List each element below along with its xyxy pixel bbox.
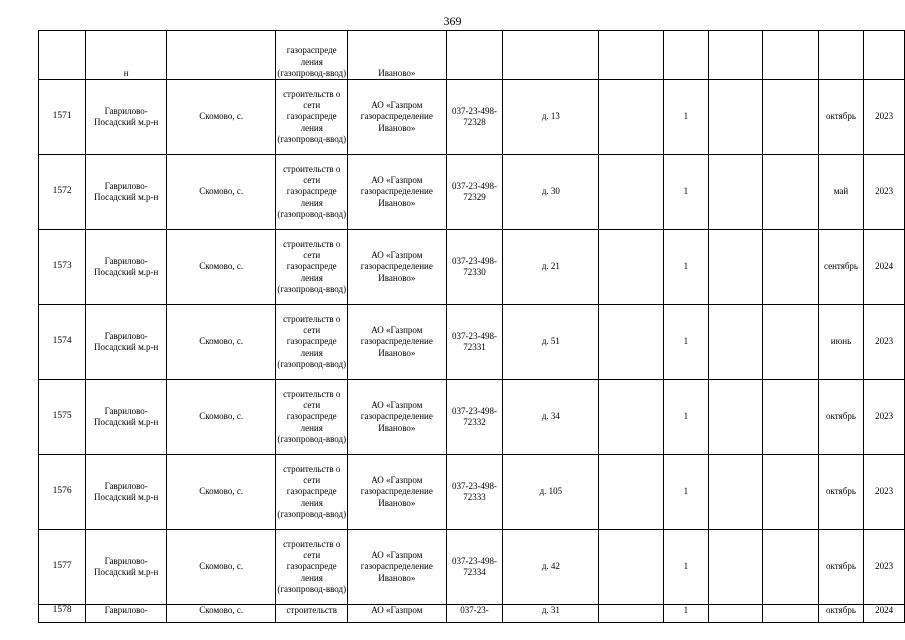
cell-year: 2023 — [864, 80, 905, 155]
cell-empty — [763, 605, 819, 623]
cell-work-type: строительств о сети газораспреде ления (газопровод-ввод) — [276, 380, 348, 455]
cell-district: Гаврилово- — [86, 605, 167, 623]
cell-empty — [599, 31, 664, 80]
cell-empty — [708, 230, 763, 305]
cell-house: д. 13 — [503, 80, 599, 155]
cell-house: д. 31 — [503, 605, 599, 623]
cell-month: июнь — [818, 305, 863, 380]
cell-no: 1577 — [39, 530, 86, 605]
cell-settlement: Скомово, с. — [167, 230, 276, 305]
cell-empty — [763, 455, 819, 530]
cell-year: 2023 — [864, 155, 905, 230]
cell-qty: 1 — [664, 605, 709, 623]
cell-month: октябрь — [818, 80, 863, 155]
cell-empty — [599, 80, 664, 155]
table-row — [39, 380, 905, 455]
registry-table — [38, 30, 905, 623]
cell-empty — [599, 380, 664, 455]
cell-house: д. 34 — [503, 380, 599, 455]
table-row-continued — [39, 31, 905, 80]
cell-qty — [664, 31, 709, 80]
cell-organization: АО «Газпром газораспределение Иваново» — [348, 305, 446, 380]
cell-settlement: Скомово, с. — [167, 380, 276, 455]
cell-district: Гаврилово-Посадский м.р-н — [86, 455, 167, 530]
cell-empty — [763, 31, 819, 80]
cell-no: 1571 — [39, 80, 86, 155]
cell-empty — [708, 380, 763, 455]
cell-qty: 1 — [664, 155, 709, 230]
cell-empty — [708, 155, 763, 230]
cell-code: 037-23-498-72328 — [446, 80, 503, 155]
cell-no: 1574 — [39, 305, 86, 380]
cell-no: 1575 — [39, 380, 86, 455]
cell-empty — [763, 380, 819, 455]
cell-district: Гаврилово-Посадский м.р-н — [86, 530, 167, 605]
cell-code — [446, 31, 503, 80]
cell-year: 2023 — [864, 305, 905, 380]
cell-work-type: строительств о сети газораспреде ления (газопровод-ввод) — [276, 305, 348, 380]
cell-settlement: Скомово, с. — [167, 155, 276, 230]
cell-settlement — [167, 31, 276, 80]
cell-district: Гаврилово-Посадский м.р-н — [86, 305, 167, 380]
cell-month: октябрь — [818, 605, 863, 623]
cell-no: 1573 — [39, 230, 86, 305]
table-row — [39, 80, 905, 155]
cell-district: н — [86, 31, 167, 80]
table-row-partial — [39, 605, 905, 623]
cell-empty — [599, 455, 664, 530]
cell-empty — [708, 31, 763, 80]
cell-house: д. 105 — [503, 455, 599, 530]
table-row — [39, 455, 905, 530]
cell-house — [503, 31, 599, 80]
cell-qty: 1 — [664, 380, 709, 455]
cell-year: 2024 — [864, 605, 905, 623]
cell-district: Гаврилово-Посадский м.р-н — [86, 380, 167, 455]
cell-code: 037-23-498-72331 — [446, 305, 503, 380]
cell-work-type: строительств о сети газораспреде ления (газопровод-ввод) — [276, 530, 348, 605]
cell-code: 037-23- — [446, 605, 503, 623]
cell-empty — [599, 155, 664, 230]
cell-organization: АО «Газпром газораспределение Иваново» — [348, 380, 446, 455]
table-row — [39, 305, 905, 380]
cell-empty — [708, 305, 763, 380]
cell-empty — [599, 230, 664, 305]
cell-code: 037-23-498-72332 — [446, 380, 503, 455]
table-row — [39, 155, 905, 230]
cell-work-type: строительств — [276, 605, 348, 623]
cell-empty — [708, 530, 763, 605]
cell-organization: Иваново» — [348, 31, 446, 80]
cell-district: Гаврилово-Посадский м.р-н — [86, 230, 167, 305]
cell-organization: АО «Газпром газораспределение Иваново» — [348, 80, 446, 155]
page-number: 369 — [443, 14, 462, 28]
cell-year: 2023 — [864, 380, 905, 455]
cell-no: 1572 — [39, 155, 86, 230]
cell-house: д. 51 — [503, 305, 599, 380]
cell-work-type: строительств о сети газораспреде ления (газопровод-ввод) — [276, 230, 348, 305]
cell-organization: АО «Газпром газораспределение Иваново» — [348, 230, 446, 305]
cell-qty: 1 — [664, 80, 709, 155]
cell-year: 2023 — [864, 530, 905, 605]
cell-settlement: Скомово, с. — [167, 530, 276, 605]
cell-empty — [599, 605, 664, 623]
cell-work-type: строительств о сети газораспреде ления (газопровод-ввод) — [276, 455, 348, 530]
cell-empty — [599, 530, 664, 605]
cell-work-type: строительств о сети газораспреде ления (газопровод-ввод) — [276, 80, 348, 155]
cell-no: 1578 — [39, 605, 86, 623]
cell-organization: АО «Газпром газораспределение Иваново» — [348, 155, 446, 230]
cell-qty: 1 — [664, 230, 709, 305]
cell-month: октябрь — [818, 530, 863, 605]
cell-code: 037-23-498-72334 — [446, 530, 503, 605]
cell-month: май — [818, 155, 863, 230]
cell-empty — [708, 605, 763, 623]
cell-year — [864, 31, 905, 80]
cell-code: 037-23-498-72330 — [446, 230, 503, 305]
cell-code: 037-23-498-72333 — [446, 455, 503, 530]
cell-month: октябрь — [818, 455, 863, 530]
cell-qty: 1 — [664, 455, 709, 530]
cell-organization: АО «Газпром — [348, 605, 446, 623]
cell-empty — [763, 230, 819, 305]
cell-month — [818, 31, 863, 80]
cell-empty — [763, 530, 819, 605]
cell-no — [39, 31, 86, 80]
cell-district: Гаврилово-Посадский м.р-н — [86, 155, 167, 230]
cell-work-type: строительств о сети газораспреде ления (газопровод-ввод) — [276, 155, 348, 230]
cell-house: д. 42 — [503, 530, 599, 605]
table-row — [39, 530, 905, 605]
cell-empty — [763, 155, 819, 230]
table-row — [39, 230, 905, 305]
cell-house: д. 30 — [503, 155, 599, 230]
cell-settlement: Скомово, с. — [167, 605, 276, 623]
cell-empty — [708, 80, 763, 155]
cell-empty — [599, 305, 664, 380]
cell-settlement: Скомово, с. — [167, 455, 276, 530]
cell-settlement: Скомово, с. — [167, 305, 276, 380]
cell-work-type: газораспреде ления (газопровод-ввод) — [276, 31, 348, 80]
cell-settlement: Скомово, с. — [167, 80, 276, 155]
cell-empty — [708, 455, 763, 530]
cell-year: 2024 — [864, 230, 905, 305]
cell-empty — [763, 80, 819, 155]
cell-qty: 1 — [664, 530, 709, 605]
cell-month: сентябрь — [818, 230, 863, 305]
cell-organization: АО «Газпром газораспределение Иваново» — [348, 455, 446, 530]
cell-empty — [763, 305, 819, 380]
cell-year: 2023 — [864, 455, 905, 530]
cell-qty: 1 — [664, 305, 709, 380]
cell-district: Гаврилово-Посадский м.р-н — [86, 80, 167, 155]
cell-month: октябрь — [818, 380, 863, 455]
cell-no: 1576 — [39, 455, 86, 530]
cell-organization: АО «Газпром газораспределение Иваново» — [348, 530, 446, 605]
cell-house: д. 21 — [503, 230, 599, 305]
cell-code: 037-23-498-72329 — [446, 155, 503, 230]
